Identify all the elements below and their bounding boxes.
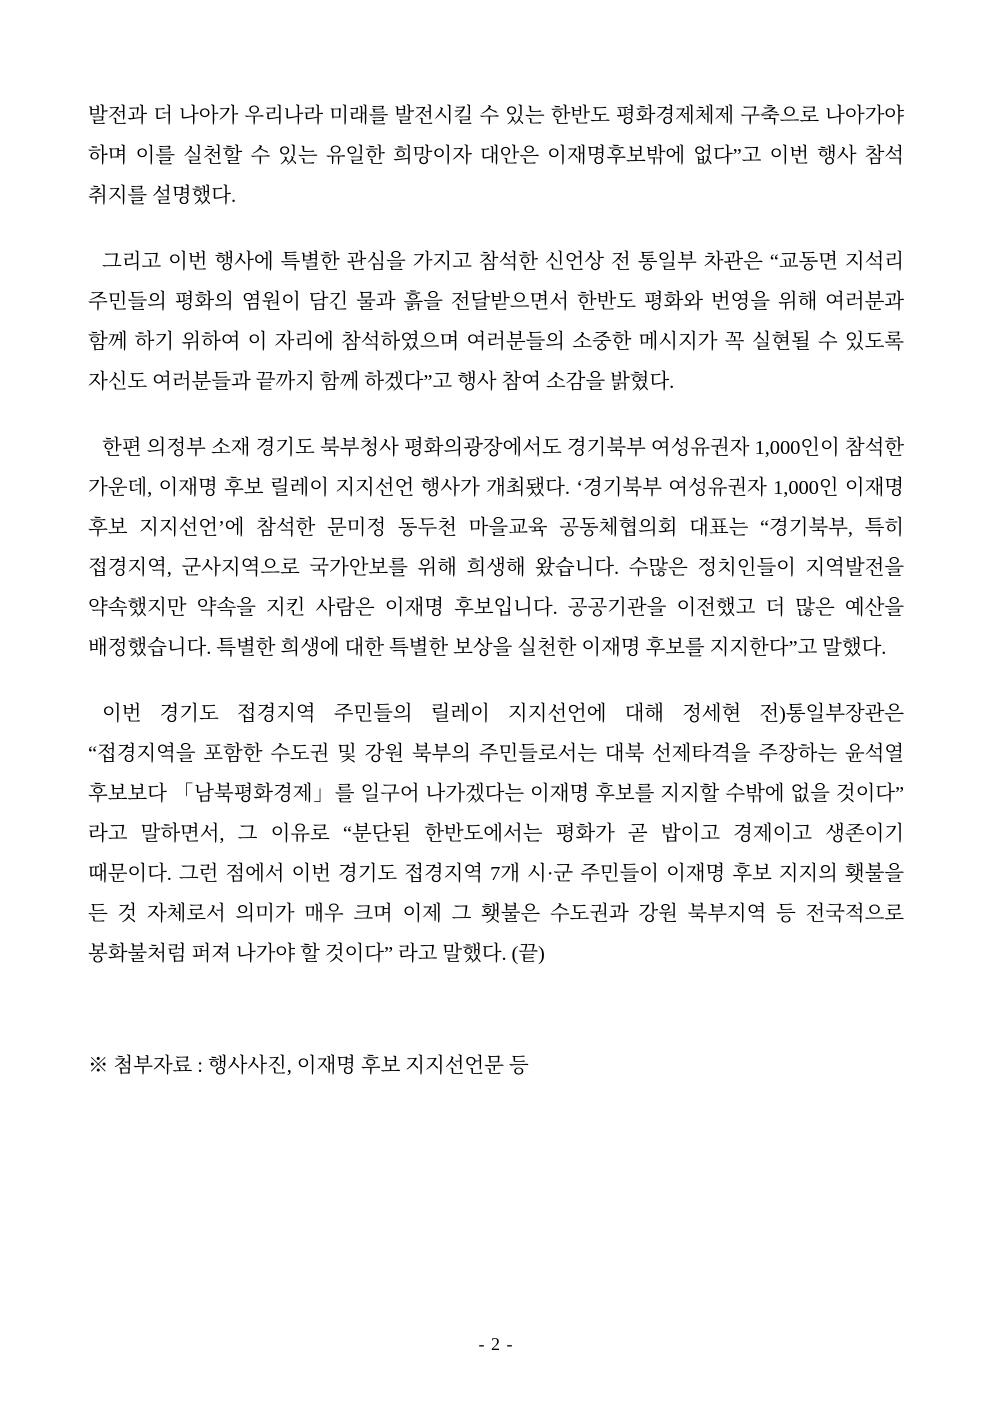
paragraph-4: 이번 경기도 접경지역 주민들의 릴레이 지지선언에 대해 정세현 전)통일부장관은 “접경지역을 포함한 수도권 및 강원 북부의 주민들로서는 대북 선제타격을 주장하는 윤석열 후보보다 「남북평화경제」를 일구어 나가겠다는 이재명 후보를 지지할 수밖에 없을 것이다” 라고 말하면서, 그 이유로 “분단된 한반도에서는 평화가 곧 밥이고 경제이고 생존이기 때문이다. 그런 점에서 이번 경기도 접경지역 7개 시·군 주민들이 이재명 후보 지지의 횃불을 든 것 자체로서 의미가 매우 크며 이제 그 횃불은 수도권과 강원 북부지역 등 전국적으로 봉화불처럼 퍼져 나가야 할 것이다” 라고 말했다. (끝)	[88, 703, 904, 965]
paragraph-1: 발전과 더 나아가 우리나라 미래를 발전시킬 수 있는 한반도 평화경제체제 구축으로 나아가야 하며 이를 실천할 수 있는 유일한 희망이자 대안은 이재명후보밖에 없다”고 이번 행사 참석 취지를 설명했다.	[88, 105, 904, 207]
paragraph-3: 한편 의정부 소재 경기도 북부청사 평화의광장에서도 경기북부 여성유권자 1,000인이 참석한 가운데, 이재명 후보 릴레이 지지선언 행사가 개최됐다. ‘경기북부 여성유권자 1,000인 이재명 후보 지지선언’에 참석한 문미정 동두천 마을교육 공동체협의회 대표는 “경기북부, 특히 접경지역, 군사지역으로 국가안보를 위해 희생해 왔습니다. 수많은 정치인들이 지역발전을 약속했지만 약속을 지킨 사람은 이재명 후보입니다. 공공기관을 이전했고 더 많은 예산을 배정했습니다. 특별한 희생에 대한 특별한 보상을 실천한 이재명 후보를 지지한다”고 말했다.	[88, 437, 904, 659]
paragraph-2: 그리고 이번 행사에 특별한 관심을 가지고 참석한 신언상 전 통일부 차관은 “교동면 지석리 주민들의 평화의 염원이 담긴 물과 흙을 전달받으면서 한반도 평화와 번영을 위해 여러분과 함께 하기 위하여 이 자리에 참석하였으며 여러분들의 소중한 메시지가 꼭 실현될 수 있도록 자신도 여러분들과 끝까지 함께 하겠다”고 행사 참여 소감을 밝혔다.	[88, 251, 904, 393]
attachment-note: ※ 첨부자료 : 행사사진, 이재명 후보 지지선언문 등	[88, 1055, 529, 1077]
page-number: - 2 -	[478, 1334, 514, 1354]
document-body	[88, 96, 904, 974]
